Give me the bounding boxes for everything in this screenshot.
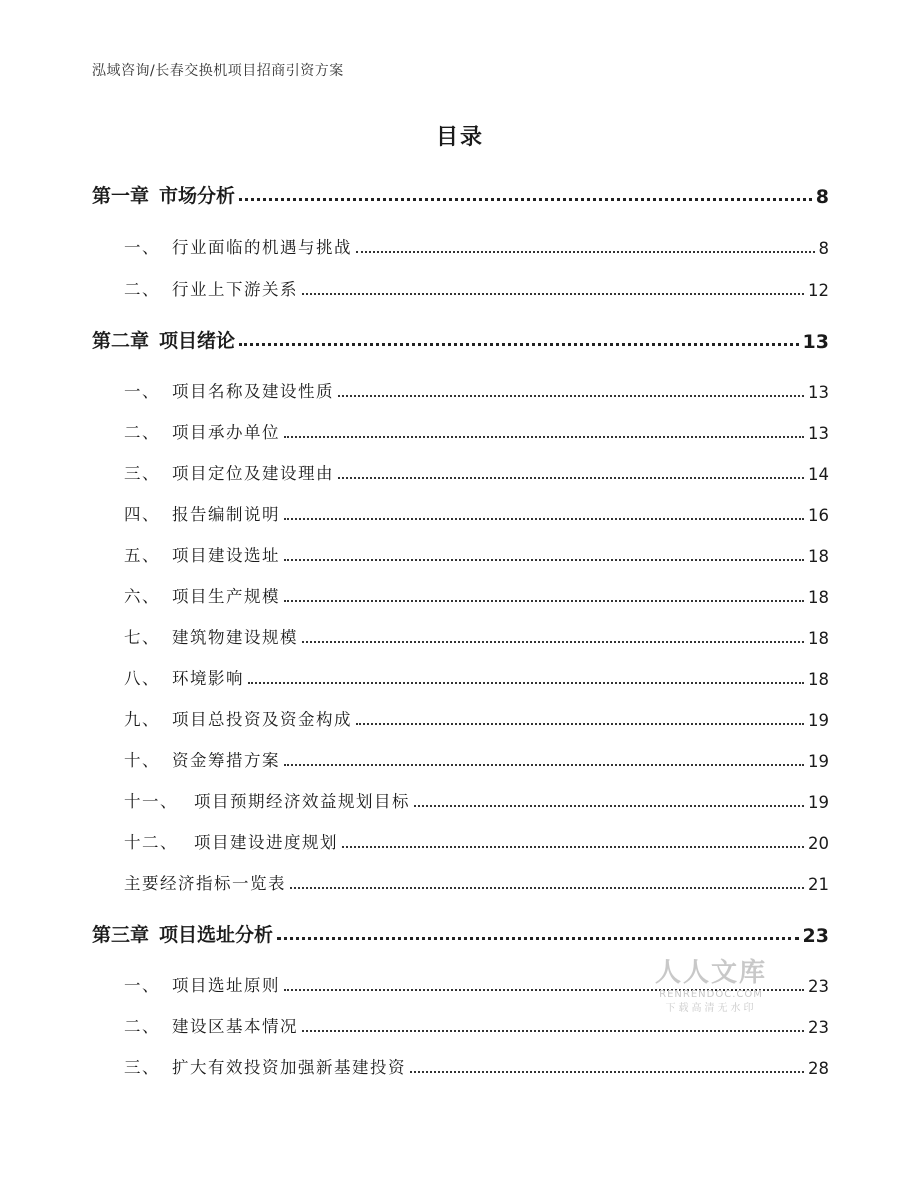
toc-entry[interactable] bbox=[124, 232, 829, 258]
toc-entry[interactable] bbox=[124, 417, 829, 443]
page-number: 19 bbox=[808, 711, 829, 730]
entry-number: 二、 bbox=[124, 1017, 160, 1036]
entry-title: 项目建设选址 bbox=[172, 546, 280, 565]
entry-number: 十、 bbox=[124, 751, 160, 770]
entry-title: 扩大有效投资加强新基建投资 bbox=[172, 1058, 406, 1077]
leader-dots bbox=[248, 682, 804, 684]
chapter-number: 第二章 bbox=[92, 330, 150, 352]
entry-title: 项目定位及建设理由 bbox=[172, 464, 334, 483]
toc-entry[interactable] bbox=[124, 868, 829, 894]
entry-number: 一、 bbox=[124, 976, 160, 995]
toc-entry[interactable] bbox=[124, 663, 829, 689]
entry-title: 行业上下游关系 bbox=[172, 280, 298, 299]
page-number: 19 bbox=[808, 793, 829, 812]
page-number: 18 bbox=[808, 670, 829, 689]
page-number: 21 bbox=[808, 875, 829, 894]
leader-dots bbox=[414, 805, 804, 807]
entry-number: 九、 bbox=[124, 710, 160, 729]
page-number: 18 bbox=[808, 588, 829, 607]
toc-chapter-1[interactable] bbox=[92, 178, 829, 208]
page-number: 18 bbox=[808, 629, 829, 648]
leader-dots bbox=[284, 436, 804, 438]
toc-entry[interactable] bbox=[124, 786, 829, 812]
leader-dots bbox=[356, 251, 815, 253]
leader-dots bbox=[338, 395, 804, 397]
watermark-subtitle: 下载高清无水印 bbox=[665, 1003, 757, 1014]
page-number: 20 bbox=[808, 834, 829, 853]
chapter-number: 第三章 bbox=[92, 924, 150, 946]
toc-title: 目录 bbox=[435, 125, 484, 150]
entry-title: 项目建设进度规划 bbox=[194, 833, 338, 852]
leader-dots bbox=[277, 937, 799, 940]
chapter-number: 第一章 bbox=[92, 185, 150, 207]
page-number: 12 bbox=[808, 281, 829, 300]
toc-entry[interactable] bbox=[124, 274, 829, 300]
entry-number: 十一、 bbox=[124, 792, 178, 811]
leader-dots bbox=[302, 641, 804, 643]
page-number: 14 bbox=[808, 465, 829, 484]
page-number: 18 bbox=[808, 547, 829, 566]
entry-number: 十二、 bbox=[124, 833, 178, 852]
leader-dots bbox=[284, 559, 804, 561]
leader-dots bbox=[302, 1030, 804, 1032]
page-number: 13 bbox=[802, 331, 829, 353]
leader-dots bbox=[342, 846, 804, 848]
running-header: 泓域咨询/长春交换机项目招商引资方案 bbox=[92, 63, 344, 79]
page-number: 23 bbox=[808, 1018, 829, 1037]
toc-entry[interactable] bbox=[124, 827, 829, 853]
leader-dots bbox=[284, 518, 804, 520]
chapter-title: 项目选址分析 bbox=[159, 924, 274, 946]
page-number: 28 bbox=[808, 1059, 829, 1078]
leader-dots bbox=[239, 343, 799, 346]
toc-chapter-2[interactable] bbox=[92, 323, 829, 353]
entry-number: 二、 bbox=[124, 423, 160, 442]
entry-title: 项目生产规模 bbox=[172, 587, 280, 606]
page-number: 13 bbox=[808, 424, 829, 443]
leader-dots bbox=[284, 764, 804, 766]
leader-dots bbox=[284, 600, 804, 602]
entry-title: 资金筹措方案 bbox=[172, 751, 280, 770]
page-number: 8 bbox=[818, 239, 829, 258]
toc-entry[interactable] bbox=[124, 540, 829, 566]
entry-number: 八、 bbox=[124, 669, 160, 688]
leader-dots bbox=[290, 887, 804, 889]
toc-entry[interactable] bbox=[124, 458, 829, 484]
chapter-title: 市场分析 bbox=[159, 185, 236, 207]
toc-chapter-3[interactable] bbox=[92, 917, 829, 947]
entry-title: 项目预期经济效益规划目标 bbox=[194, 792, 410, 811]
watermark-url: RENRENDOC.COM bbox=[659, 989, 763, 1000]
leader-dots bbox=[410, 1071, 804, 1073]
entry-number: 三、 bbox=[124, 464, 160, 483]
entry-number: 六、 bbox=[124, 587, 160, 606]
chapter-title: 项目绪论 bbox=[159, 330, 236, 352]
entry-title: 主要经济指标一览表 bbox=[124, 874, 286, 893]
entry-number: 一、 bbox=[124, 238, 160, 257]
leader-dots bbox=[338, 477, 804, 479]
entry-title: 项目总投资及资金构成 bbox=[172, 710, 352, 729]
toc-entry[interactable] bbox=[124, 581, 829, 607]
toc-entry[interactable] bbox=[124, 704, 829, 730]
page-number: 19 bbox=[808, 752, 829, 771]
toc-entry[interactable] bbox=[124, 499, 829, 525]
entry-number: 五、 bbox=[124, 546, 160, 565]
entry-number: 二、 bbox=[124, 280, 160, 299]
entry-title: 项目名称及建设性质 bbox=[172, 382, 334, 401]
entry-title: 项目选址原则 bbox=[172, 976, 280, 995]
entry-title: 报告编制说明 bbox=[172, 505, 280, 524]
toc-entry[interactable] bbox=[124, 622, 829, 648]
toc-entry[interactable] bbox=[124, 376, 829, 402]
page-number: 8 bbox=[815, 186, 829, 208]
entry-number: 七、 bbox=[124, 628, 160, 647]
entry-number: 三、 bbox=[124, 1058, 160, 1077]
entry-title: 建筑物建设规模 bbox=[172, 628, 298, 647]
page-number: 23 bbox=[808, 977, 829, 996]
leader-dots bbox=[356, 723, 804, 725]
page-number: 23 bbox=[802, 925, 829, 947]
leader-dots bbox=[239, 198, 812, 201]
entry-title: 项目承办单位 bbox=[172, 423, 280, 442]
page-number: 16 bbox=[808, 506, 829, 525]
toc-entry[interactable] bbox=[124, 745, 829, 771]
toc-entry[interactable] bbox=[124, 1052, 829, 1078]
watermark-logo-text: 人人文库 bbox=[654, 958, 767, 988]
entry-number: 四、 bbox=[124, 505, 160, 524]
watermark bbox=[646, 958, 776, 1016]
leader-dots bbox=[302, 293, 804, 295]
entry-title: 行业面临的机遇与挑战 bbox=[172, 238, 352, 257]
entry-title: 建设区基本情况 bbox=[172, 1017, 298, 1036]
entry-number: 一、 bbox=[124, 382, 160, 401]
entry-title: 环境影响 bbox=[172, 669, 244, 688]
page-number: 13 bbox=[808, 383, 829, 402]
